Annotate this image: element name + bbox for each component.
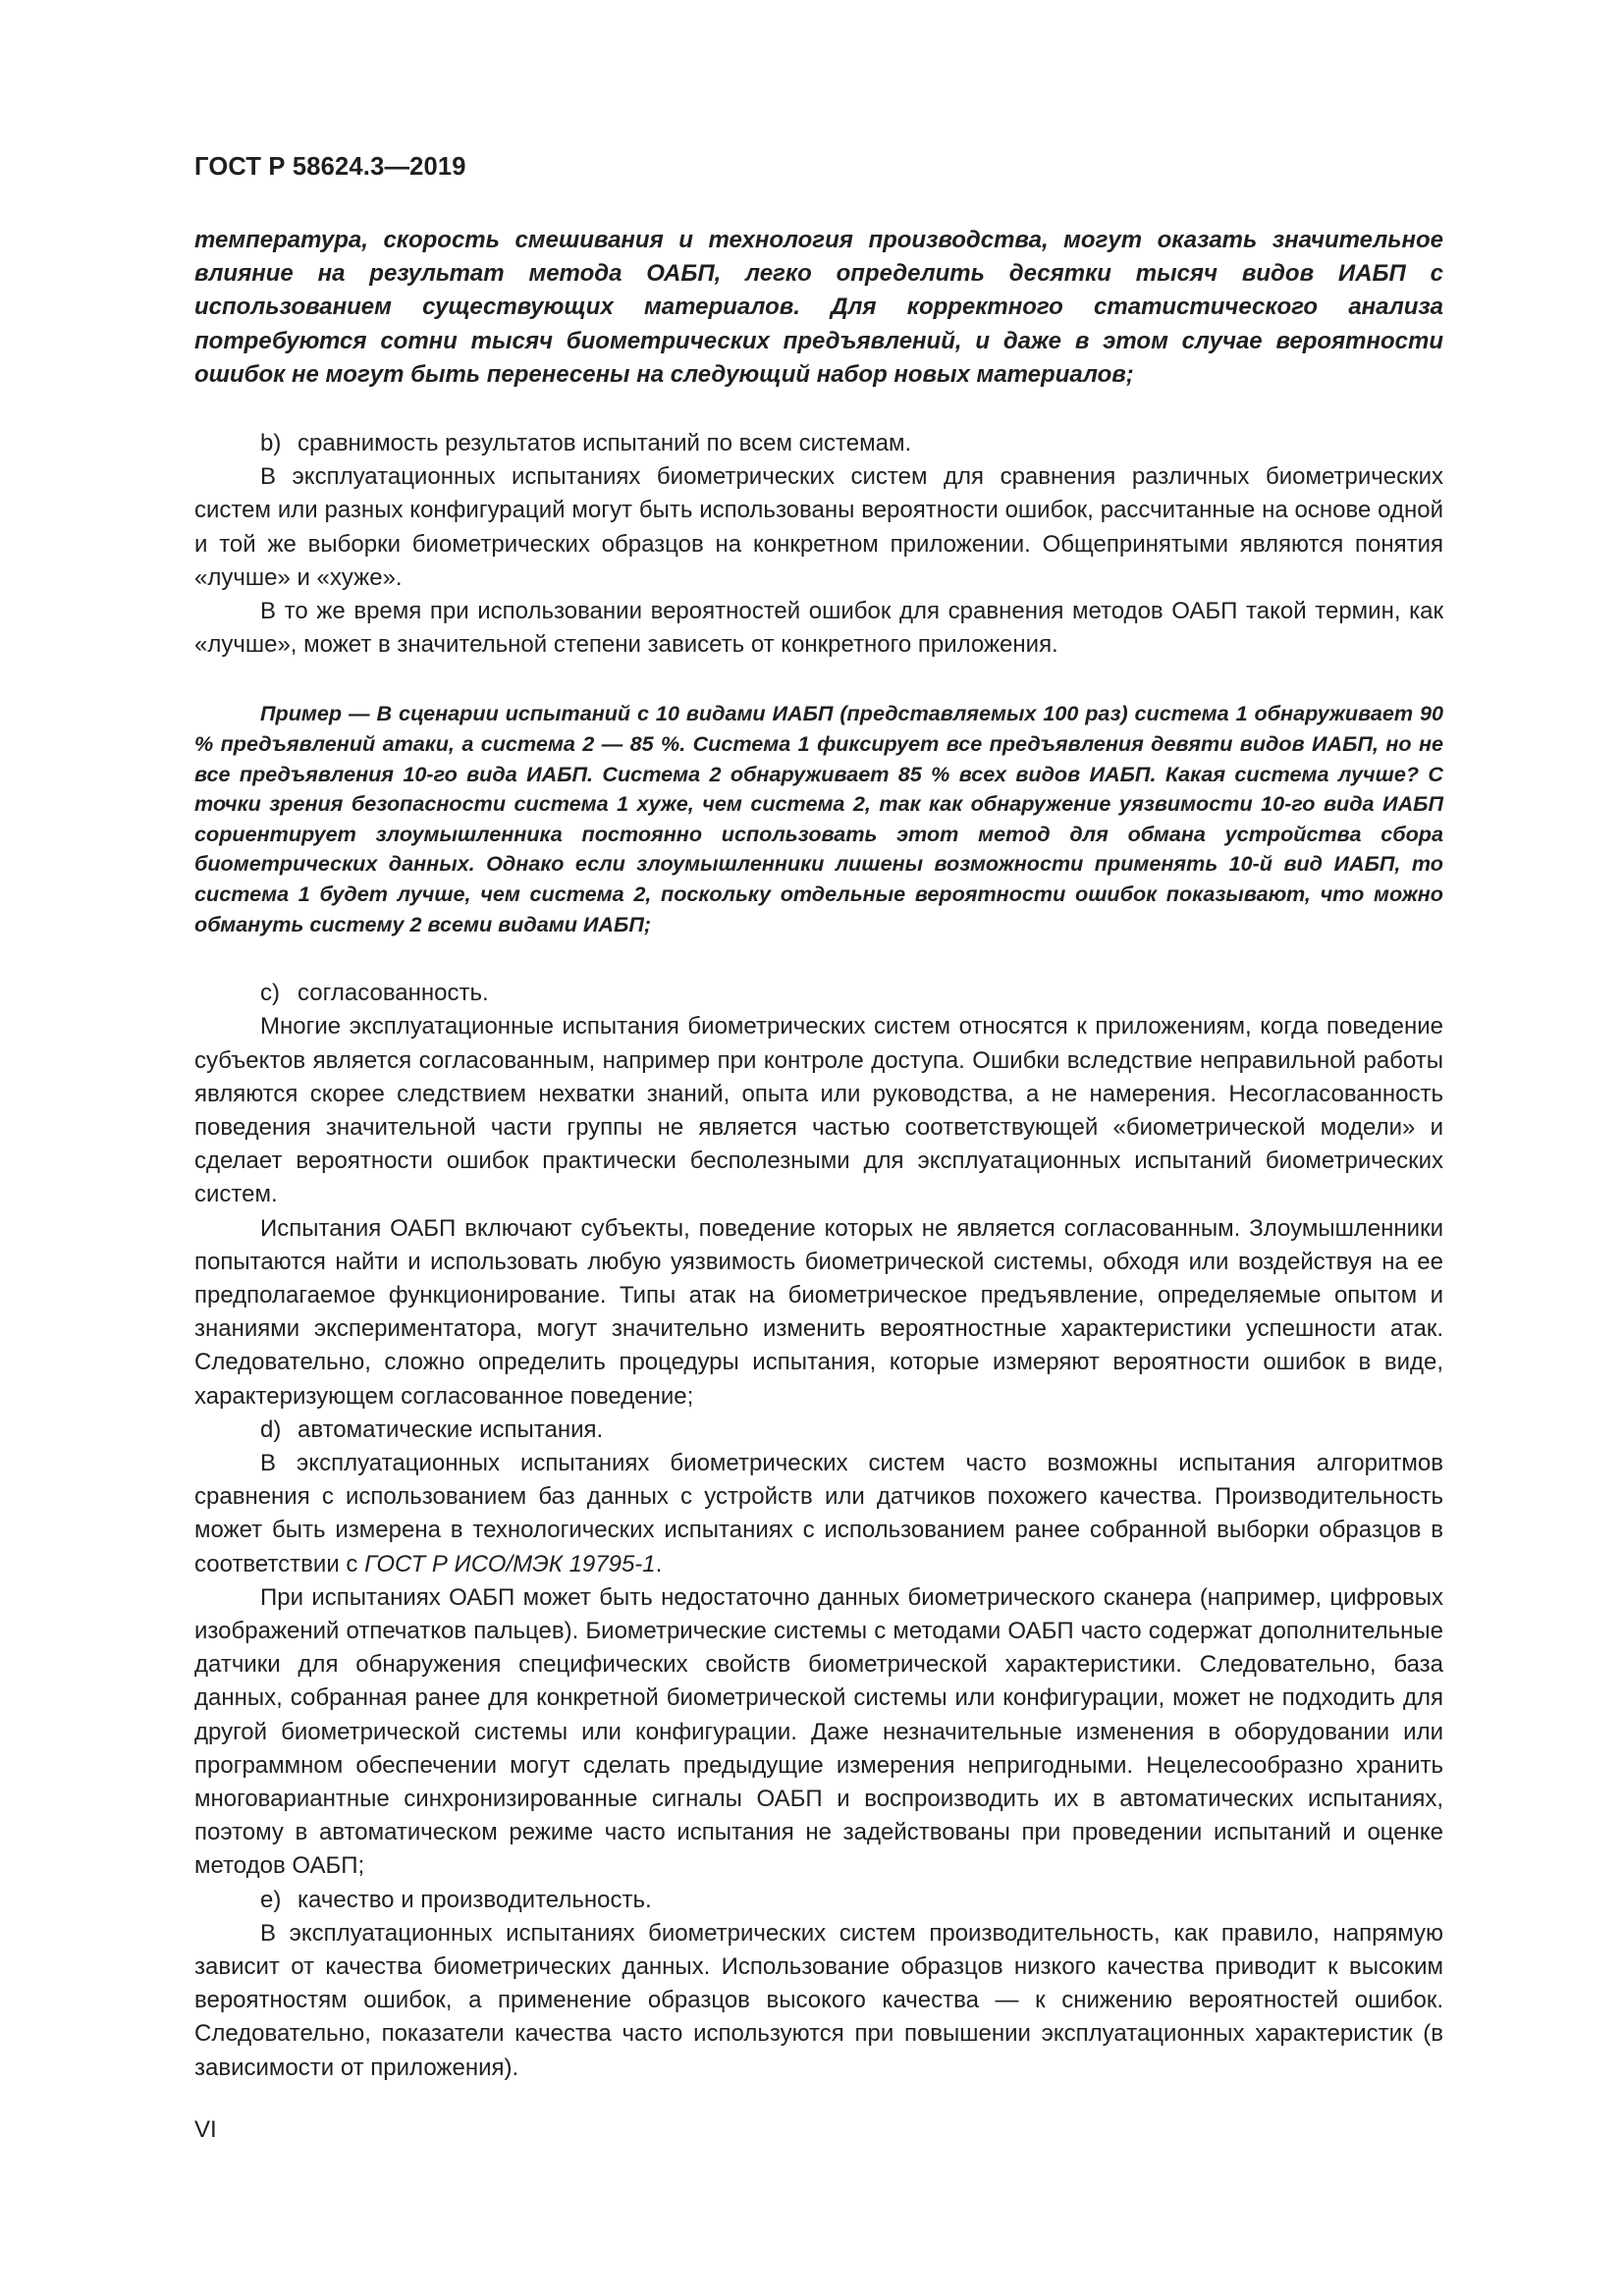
paragraph: Испытания ОАБП включают субъекты, поведение которых не является согласованным. Злоумышленники попытаются найти и использовать любую уязвимость биометрической системы, обходя или воздействуя на ее предполагаемое функционирование. Типы атак на биометрическое предъявление, определяемые опытом и знаниями экспериментатора, могут значительно изменить вероятностные характеристики успешности атак. Следовательно, сложно определить процедуры испытания, которые измеряют вероятности ошибок в виде, характеризующем согласованное поведение; xyxy=(194,1214,1443,1410)
list-item-c xyxy=(194,977,1443,1010)
list-marker: b) xyxy=(260,430,282,457)
list-marker: d) xyxy=(260,1415,282,1443)
paragraph-text: В эксплуатационных испытаниях биометрических систем часто возможны испытания алгоритмов сравнения с использованием баз данных с устройств или датчиков похожего качества. Производительность может быть измерена в технологических испытаниях с использованием ранее собранной выборки образцов в соответствии с xyxy=(194,1450,1443,1577)
example-note: Пример — В сценарии испытаний с 10 видами ИАБП (представляемых 100 раз) система 1 обнаруживает 90 % предъявлений атаки, а система 2 — 85 %. Система 1 фиксирует все предъявления девяти видов ИАБП, но не все предъявления 10-го вида ИАБП. Система 2 обнаруживает 85 % всех видов ИАБП. Какая система лучше? С точки зрения безопасности система 1 хуже, чем система 2, так как обнаружение уязвимости 10-го вида ИАБП сориентирует злоумышленника постоянно использовать этот метод для обмана устройства сбора биометрических данных. Однако если злоумышленники лишены возможности применять 10-й вид ИАБП, то система 1 будет лучше, чем система 2, поскольку отдельные вероятности ошибок показывают, что можно обмануть систему 2 всеми видами ИАБП; xyxy=(194,701,1443,936)
document-header: ГОСТ Р 58624.3—2019 xyxy=(194,153,466,181)
paragraph-end: . xyxy=(655,1550,663,1577)
standard-reference: ГОСТ Р ИСО/МЭК 19795-1 xyxy=(364,1550,656,1577)
continuation-paragraph: температура, скорость смешивания и технология производства, могут оказать значительное влияние на результат метода ОАБП, легко определить десятки тысяч видов ИАБП с использованием существующих материалов. Для корректного статистического анализа потребуются сотни тысяч биометрических предъявлений, и даже в этом случае вероятности ошибок не могут быть перенесены на следующий набор новых материалов; xyxy=(194,227,1443,388)
paragraph: В эксплуатационных испытаниях биометрических систем для сравнения различных биометрических систем или разных конфигураций могут быть использованы вероятности ошибок, рассчитанные на основе одной и той же выборки биометрических образцов на конкретном приложении. Общепринятыми являются понятия «лучше» и «хуже». xyxy=(194,463,1443,591)
list-marker: c) xyxy=(260,980,280,1007)
list-marker: e) xyxy=(260,1886,282,1913)
list-item-text: качество и производительность. xyxy=(298,1886,652,1913)
paragraph xyxy=(194,1447,1443,1581)
list-item-text: сравнимость результатов испытаний по всем системам. xyxy=(298,430,912,457)
list-item-d xyxy=(194,1414,1443,1447)
paragraph: При испытаниях ОАБП может быть недостаточно данных биометрического сканера (например, цифровых изображений отпечатков пальцев). Биометрические системы с методами ОАБП часто содержат дополнительные датчики для обнаружения специфических свойств биометрической характеристики. Следовательно, база данных, собранная ранее для конкретной биометрической системы или конфигурации, может не подходить для другой биометрической системы или конфигурации. Даже незначительные изменения в оборудовании или программном обеспечении могут сделать предыдущие измерения непригодными. Нецелесообразно хранить многовариантные синхронизированные сигналы ОАБП и воспроизводить их в автоматических испытаниях, поэтому в автоматическом режиме часто испытания не задействованы при проведении испытаний и оценке методов ОАБП; xyxy=(194,1583,1443,1880)
document-body xyxy=(194,224,1443,2085)
list-item-b xyxy=(194,427,1443,460)
paragraph: В то же время при использовании вероятностей ошибок для сравнения методов ОАБП такой термин, как «лучше», может в значительной степени зависеть от конкретного приложения. xyxy=(194,598,1443,659)
list-item-e xyxy=(194,1884,1443,1917)
list-item-text: автоматические испытания. xyxy=(298,1415,604,1443)
paragraph: В эксплуатационных испытаниях биометрических систем производительность, как правило, напрямую зависит от качества биометрических данных. Использование образцов низкого качества приводит к высоким вероятностям ошибок, а применение образцов высокого качества — к снижению вероятностей ошибок. Следовательно, показатели качества часто используются при повышении эксплуатационных характеристик (в зависимости от приложения). xyxy=(194,1919,1443,2081)
list-item-text: согласованность. xyxy=(298,980,489,1007)
page-number: VI xyxy=(194,2116,217,2143)
paragraph: Многие эксплуатационные испытания биометрических систем относятся к приложениям, когда поведение субъектов является согласованным, например при контроле доступа. Ошибки вследствие неправильной работы являются скорее следствием нехватки знаний, опыта или руководства, а не намерения. Несогласованность поведения значительной части группы не является частью соответствующей «биометрической модели» и сделает вероятности ошибок практически бесполезными для эксплуатационных испытаний биометрических систем. xyxy=(194,1013,1443,1208)
